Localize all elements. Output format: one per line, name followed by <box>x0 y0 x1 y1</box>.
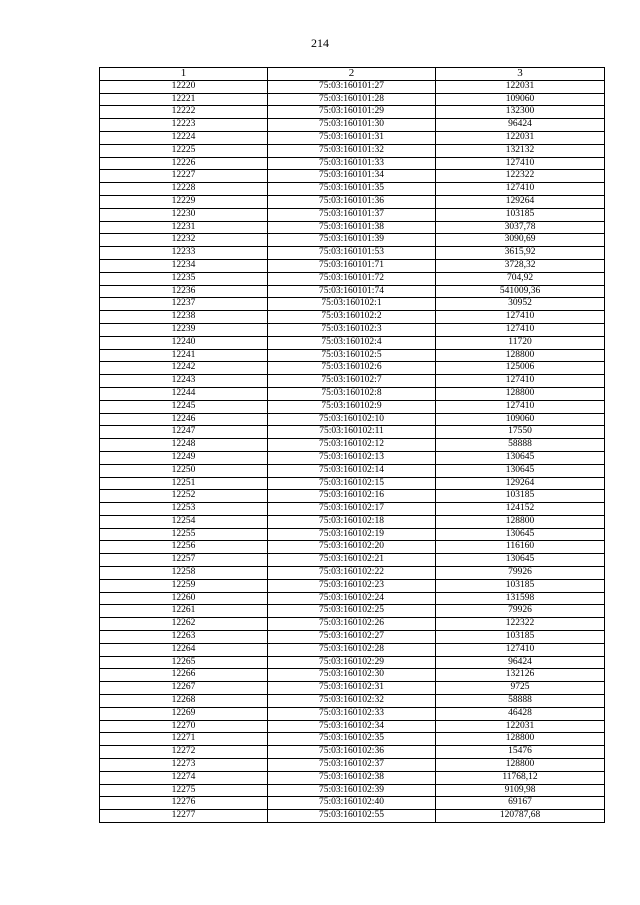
value-cell: 129264 <box>436 195 605 208</box>
cadastral-number-cell: 75:03:160102:34 <box>268 720 436 733</box>
value-cell: 541009,36 <box>436 285 605 298</box>
cadastral-number-cell: 75:03:160101:29 <box>268 106 436 119</box>
row-number-cell: 12254 <box>100 515 268 528</box>
row-number-cell: 12261 <box>100 605 268 618</box>
value-cell: 130645 <box>436 528 605 541</box>
cadastral-number-cell: 75:03:160102:13 <box>268 451 436 464</box>
cadastral-number-cell: 75:03:160102:25 <box>268 605 436 618</box>
value-cell: 103185 <box>436 579 605 592</box>
table-row <box>100 80 605 93</box>
value-cell: 96424 <box>436 119 605 132</box>
cadastral-number-cell: 75:03:160102:12 <box>268 439 436 452</box>
row-number-cell: 12262 <box>100 618 268 631</box>
value-cell: 127410 <box>436 643 605 656</box>
value-cell: 127410 <box>436 183 605 196</box>
column-header-3: 3 <box>436 68 605 81</box>
row-number-cell: 12235 <box>100 272 268 285</box>
table-row <box>100 93 605 106</box>
table-row <box>100 707 605 720</box>
row-number-cell: 12227 <box>100 170 268 183</box>
table-row <box>100 695 605 708</box>
value-cell: 58888 <box>436 695 605 708</box>
value-cell: 69167 <box>436 797 605 810</box>
value-cell: 79926 <box>436 567 605 580</box>
value-cell: 127410 <box>436 157 605 170</box>
value-cell: 122031 <box>436 720 605 733</box>
cadastral-number-cell: 75:03:160101:27 <box>268 80 436 93</box>
row-number-cell: 12260 <box>100 592 268 605</box>
cadastral-number-cell: 75:03:160102:1 <box>268 298 436 311</box>
table-row <box>100 464 605 477</box>
table-row <box>100 451 605 464</box>
value-cell: 130645 <box>436 464 605 477</box>
row-number-cell: 12221 <box>100 93 268 106</box>
value-cell: 130645 <box>436 451 605 464</box>
cadastral-number-cell: 75:03:160102:6 <box>268 362 436 375</box>
cadastral-number-cell: 75:03:160102:37 <box>268 759 436 772</box>
cadastral-number-cell: 75:03:160102:24 <box>268 592 436 605</box>
row-number-cell: 12275 <box>100 784 268 797</box>
table-row <box>100 298 605 311</box>
value-cell: 109060 <box>436 413 605 426</box>
row-number-cell: 12222 <box>100 106 268 119</box>
cadastral-number-cell: 75:03:160102:55 <box>268 810 436 823</box>
value-cell: 127410 <box>436 375 605 388</box>
table-row <box>100 144 605 157</box>
table-row <box>100 400 605 413</box>
table-row <box>100 579 605 592</box>
table-row <box>100 259 605 272</box>
table-row <box>100 272 605 285</box>
value-cell: 9109,98 <box>436 784 605 797</box>
table-row <box>100 119 605 132</box>
cadastral-number-cell: 75:03:160102:11 <box>268 426 436 439</box>
row-number-cell: 12238 <box>100 311 268 324</box>
column-header-2: 2 <box>268 68 436 81</box>
cadastral-number-cell: 75:03:160102:2 <box>268 311 436 324</box>
row-number-cell: 12253 <box>100 503 268 516</box>
value-cell: 11768,12 <box>436 771 605 784</box>
row-number-cell: 12244 <box>100 387 268 400</box>
row-number-cell: 12247 <box>100 426 268 439</box>
row-number-cell: 12233 <box>100 247 268 260</box>
table-row <box>100 170 605 183</box>
cadastral-number-cell: 75:03:160102:26 <box>268 618 436 631</box>
table-row <box>100 349 605 362</box>
table-row <box>100 567 605 580</box>
cadastral-number-cell: 75:03:160102:15 <box>268 477 436 490</box>
cadastral-number-cell: 75:03:160101:72 <box>268 272 436 285</box>
row-number-cell: 12229 <box>100 195 268 208</box>
cadastral-number-cell: 75:03:160102:16 <box>268 490 436 503</box>
row-number-cell: 12268 <box>100 695 268 708</box>
value-cell: 9725 <box>436 682 605 695</box>
row-number-cell: 12241 <box>100 349 268 362</box>
table-row <box>100 387 605 400</box>
cadastral-number-cell: 75:03:160102:36 <box>268 746 436 759</box>
table-row <box>100 592 605 605</box>
cadastral-number-cell: 75:03:160101:71 <box>268 259 436 272</box>
table-row <box>100 426 605 439</box>
row-number-cell: 12237 <box>100 298 268 311</box>
table-header <box>100 68 605 81</box>
table-row <box>100 183 605 196</box>
cadastral-number-cell: 75:03:160102:22 <box>268 567 436 580</box>
value-cell: 11720 <box>436 336 605 349</box>
table-row <box>100 477 605 490</box>
row-number-cell: 12223 <box>100 119 268 132</box>
row-number-cell: 12277 <box>100 810 268 823</box>
value-cell: 127410 <box>436 323 605 336</box>
table-row <box>100 746 605 759</box>
cadastral-number-cell: 75:03:160102:7 <box>268 375 436 388</box>
row-number-cell: 12240 <box>100 336 268 349</box>
value-cell: 128800 <box>436 349 605 362</box>
table-row <box>100 490 605 503</box>
value-cell: 109060 <box>436 93 605 106</box>
value-cell: 79926 <box>436 605 605 618</box>
row-number-cell: 12243 <box>100 375 268 388</box>
cadastral-number-cell: 75:03:160101:35 <box>268 183 436 196</box>
value-cell: 122322 <box>436 170 605 183</box>
cadastral-number-cell: 75:03:160102:9 <box>268 400 436 413</box>
cadastral-number-cell: 75:03:160101:39 <box>268 234 436 247</box>
cadastral-number-cell: 75:03:160102:39 <box>268 784 436 797</box>
table-row <box>100 643 605 656</box>
table-row <box>100 605 605 618</box>
cadastral-number-cell: 75:03:160102:23 <box>268 579 436 592</box>
cadastral-number-cell: 75:03:160102:27 <box>268 631 436 644</box>
value-cell: 58888 <box>436 439 605 452</box>
row-number-cell: 12225 <box>100 144 268 157</box>
row-number-cell: 12274 <box>100 771 268 784</box>
row-number-cell: 12271 <box>100 733 268 746</box>
row-number-cell: 12226 <box>100 157 268 170</box>
table-row <box>100 285 605 298</box>
value-cell: 30952 <box>436 298 605 311</box>
table-row <box>100 311 605 324</box>
cadastral-number-cell: 75:03:160101:53 <box>268 247 436 260</box>
cadastral-number-cell: 75:03:160101:36 <box>268 195 436 208</box>
row-number-cell: 12234 <box>100 259 268 272</box>
table-row <box>100 503 605 516</box>
cadastral-number-cell: 75:03:160102:35 <box>268 733 436 746</box>
cadastral-number-cell: 75:03:160102:17 <box>268 503 436 516</box>
value-cell: 17550 <box>436 426 605 439</box>
row-number-cell: 12266 <box>100 669 268 682</box>
value-cell: 3037,78 <box>436 221 605 234</box>
value-cell: 103185 <box>436 490 605 503</box>
row-number-cell: 12242 <box>100 362 268 375</box>
row-number-cell: 12252 <box>100 490 268 503</box>
value-cell: 132126 <box>436 669 605 682</box>
cadastral-number-cell: 75:03:160102:21 <box>268 554 436 567</box>
table-row <box>100 157 605 170</box>
value-cell: 125006 <box>436 362 605 375</box>
cadastral-number-cell: 75:03:160102:8 <box>268 387 436 400</box>
cadastral-number-cell: 75:03:160102:38 <box>268 771 436 784</box>
header-row <box>100 68 605 81</box>
table-row <box>100 759 605 772</box>
value-cell: 124152 <box>436 503 605 516</box>
data-table <box>99 67 605 823</box>
row-number-cell: 12272 <box>100 746 268 759</box>
table-row <box>100 784 605 797</box>
row-number-cell: 12248 <box>100 439 268 452</box>
value-cell: 103185 <box>436 208 605 221</box>
cadastral-number-cell: 75:03:160102:29 <box>268 656 436 669</box>
row-number-cell: 12236 <box>100 285 268 298</box>
row-number-cell: 12256 <box>100 541 268 554</box>
table-row <box>100 618 605 631</box>
table-row <box>100 541 605 554</box>
row-number-cell: 12258 <box>100 567 268 580</box>
cadastral-number-cell: 75:03:160101:31 <box>268 131 436 144</box>
table-row <box>100 631 605 644</box>
value-cell: 3615,92 <box>436 247 605 260</box>
cadastral-number-cell: 75:03:160102:18 <box>268 515 436 528</box>
row-number-cell: 12224 <box>100 131 268 144</box>
row-number-cell: 12245 <box>100 400 268 413</box>
value-cell: 704,92 <box>436 272 605 285</box>
cadastral-number-cell: 75:03:160102:5 <box>268 349 436 362</box>
row-number-cell: 12257 <box>100 554 268 567</box>
value-cell: 122322 <box>436 618 605 631</box>
table-row <box>100 106 605 119</box>
value-cell: 128800 <box>436 387 605 400</box>
table-row <box>100 528 605 541</box>
value-cell: 128800 <box>436 515 605 528</box>
cadastral-number-cell: 75:03:160102:30 <box>268 669 436 682</box>
cadastral-number-cell: 75:03:160101:37 <box>268 208 436 221</box>
cadastral-number-cell: 75:03:160101:32 <box>268 144 436 157</box>
row-number-cell: 12251 <box>100 477 268 490</box>
cadastral-number-cell: 75:03:160101:74 <box>268 285 436 298</box>
value-cell: 131598 <box>436 592 605 605</box>
cadastral-number-cell: 75:03:160102:32 <box>268 695 436 708</box>
cadastral-number-cell: 75:03:160102:3 <box>268 323 436 336</box>
table-row <box>100 221 605 234</box>
value-cell: 132300 <box>436 106 605 119</box>
table-row <box>100 797 605 810</box>
table-row <box>100 656 605 669</box>
table-row <box>100 771 605 784</box>
table-row <box>100 208 605 221</box>
row-number-cell: 12250 <box>100 464 268 477</box>
table-row <box>100 669 605 682</box>
value-cell: 127410 <box>436 311 605 324</box>
cadastral-number-cell: 75:03:160102:19 <box>268 528 436 541</box>
row-number-cell: 12267 <box>100 682 268 695</box>
table-body <box>100 80 605 822</box>
column-header-1: 1 <box>100 68 268 81</box>
table-row <box>100 554 605 567</box>
row-number-cell: 12265 <box>100 656 268 669</box>
row-number-cell: 12273 <box>100 759 268 772</box>
cadastral-number-cell: 75:03:160102:20 <box>268 541 436 554</box>
table-row <box>100 733 605 746</box>
table-row <box>100 323 605 336</box>
row-number-cell: 12231 <box>100 221 268 234</box>
table-row <box>100 720 605 733</box>
table-row <box>100 682 605 695</box>
value-cell: 132132 <box>436 144 605 157</box>
row-number-cell: 12246 <box>100 413 268 426</box>
value-cell: 15476 <box>436 746 605 759</box>
value-cell: 46428 <box>436 707 605 720</box>
row-number-cell: 12249 <box>100 451 268 464</box>
cadastral-number-cell: 75:03:160102:4 <box>268 336 436 349</box>
row-number-cell: 12255 <box>100 528 268 541</box>
row-number-cell: 12232 <box>100 234 268 247</box>
value-cell: 130645 <box>436 554 605 567</box>
value-cell: 3728,32 <box>436 259 605 272</box>
value-cell: 128800 <box>436 733 605 746</box>
row-number-cell: 12259 <box>100 579 268 592</box>
value-cell: 3090,69 <box>436 234 605 247</box>
row-number-cell: 12263 <box>100 631 268 644</box>
table-row <box>100 195 605 208</box>
cadastral-number-cell: 75:03:160101:38 <box>268 221 436 234</box>
value-cell: 122031 <box>436 131 605 144</box>
value-cell: 103185 <box>436 631 605 644</box>
value-cell: 127410 <box>436 400 605 413</box>
page-number: 214 <box>311 36 329 50</box>
row-number-cell: 12276 <box>100 797 268 810</box>
table-row <box>100 336 605 349</box>
cadastral-number-cell: 75:03:160102:14 <box>268 464 436 477</box>
table-row <box>100 439 605 452</box>
row-number-cell: 12239 <box>100 323 268 336</box>
value-cell: 120787,68 <box>436 810 605 823</box>
cadastral-number-cell: 75:03:160101:33 <box>268 157 436 170</box>
row-number-cell: 12270 <box>100 720 268 733</box>
table-row <box>100 362 605 375</box>
row-number-cell: 12269 <box>100 707 268 720</box>
table-row <box>100 413 605 426</box>
row-number-cell: 12220 <box>100 80 268 93</box>
cadastral-number-cell: 75:03:160102:33 <box>268 707 436 720</box>
value-cell: 96424 <box>436 656 605 669</box>
value-cell: 129264 <box>436 477 605 490</box>
value-cell: 128800 <box>436 759 605 772</box>
table-row <box>100 810 605 823</box>
row-number-cell: 12228 <box>100 183 268 196</box>
cadastral-number-cell: 75:03:160102:28 <box>268 643 436 656</box>
table-row <box>100 247 605 260</box>
value-cell: 122031 <box>436 80 605 93</box>
table-row <box>100 131 605 144</box>
cadastral-number-cell: 75:03:160101:34 <box>268 170 436 183</box>
value-cell: 116160 <box>436 541 605 554</box>
cadastral-number-cell: 75:03:160102:40 <box>268 797 436 810</box>
cadastral-number-cell: 75:03:160101:30 <box>268 119 436 132</box>
table-row <box>100 375 605 388</box>
row-number-cell: 12230 <box>100 208 268 221</box>
cadastral-number-cell: 75:03:160102:10 <box>268 413 436 426</box>
table-row <box>100 515 605 528</box>
row-number-cell: 12264 <box>100 643 268 656</box>
cadastral-number-cell: 75:03:160102:31 <box>268 682 436 695</box>
table-row <box>100 234 605 247</box>
cadastral-number-cell: 75:03:160101:28 <box>268 93 436 106</box>
